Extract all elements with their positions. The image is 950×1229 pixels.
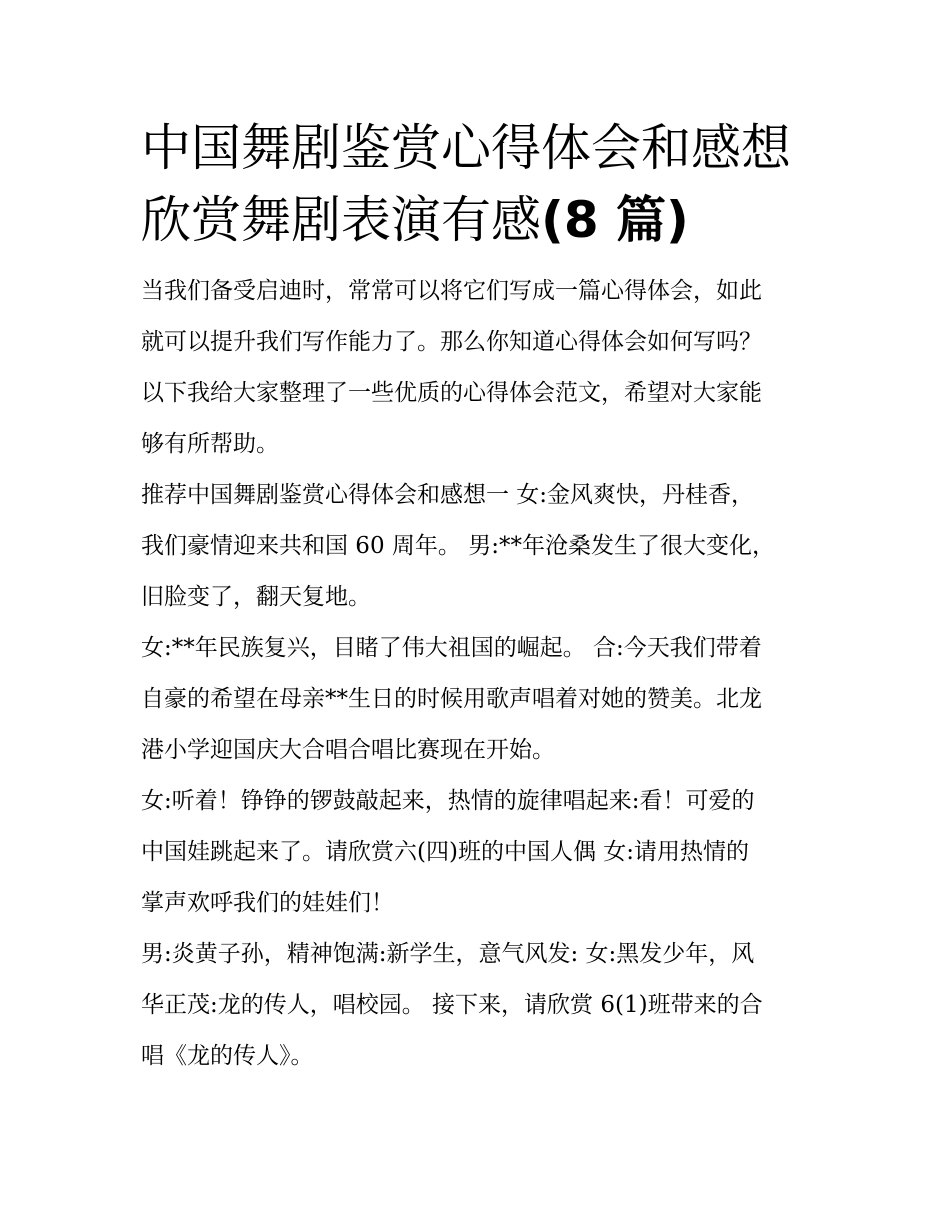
paragraph-4-line-1: 女:听着！铮铮的锣鼓敲起来，热情的旋律唱起来:看！可爱的 xyxy=(141,788,755,814)
title-line-2-main: 欣赏舞剧表演有感 xyxy=(141,191,541,249)
paragraph-1-line-3: 以下我给大家整理了一些优质的心得体会范文，希望对大家能 xyxy=(141,380,762,406)
title-line-2 xyxy=(141,184,821,256)
paragraph-4 xyxy=(141,776,821,929)
paragraph-5-line-2: 华正茂:龙的传人，唱校园。 接下来，请欣赏 6(1)班带来的合 xyxy=(141,992,763,1018)
title-line-1: 中国舞剧鉴赏心得体会和感想 xyxy=(141,119,791,177)
paragraph-1-line-2: 就可以提升我们写作能力了。那么你知道心得体会如何写吗？ xyxy=(141,329,762,355)
paragraph-1-line-1: 当我们备受启迪时，常常可以将它们写成一篇心得体会，如此 xyxy=(141,278,762,304)
document-title xyxy=(141,112,821,256)
paragraph-3 xyxy=(141,623,821,776)
paragraph-5 xyxy=(141,929,821,1082)
paragraph-2-line-3: 旧脸变了，翻天复地。 xyxy=(141,584,371,610)
paragraph-3-line-2: 自豪的希望在母亲**生日的时候用歌声唱着对她的赞美。北龙 xyxy=(141,686,762,712)
paragraph-4-line-3: 掌声欢呼我们的娃娃们！ xyxy=(141,890,394,916)
title-line-2-count: (8 篇) xyxy=(541,191,689,249)
paragraph-1 xyxy=(141,266,821,470)
document-body xyxy=(141,266,821,1082)
paragraph-4-line-2: 中国娃跳起来了。请欣赏六(四)班的中国人偶 女:请用热情的 xyxy=(141,839,750,865)
paragraph-5-line-1: 男:炎黄子孙，精神饱满:新学生，意气风发: 女:黑发少年，风 xyxy=(141,941,755,967)
paragraph-3-line-3: 港小学迎国庆大合唱合唱比赛现在开始。 xyxy=(141,737,555,763)
paragraph-3-line-1: 女:**年民族复兴，目睹了伟大祖国的崛起。 合:今天我们带着 xyxy=(141,635,762,661)
paragraph-5-line-3: 唱《龙的传人》。 xyxy=(141,1043,314,1069)
document-page xyxy=(141,112,821,1082)
paragraph-2-line-1: 推荐中国舞剧鉴赏心得体会和感想一 女:金风爽快，丹桂香， xyxy=(141,482,755,508)
paragraph-2-line-2: 我们豪情迎来共和国 60 周年。 男:**年沧桑发生了很大变化， xyxy=(141,533,775,559)
paragraph-1-line-4: 够有所帮助。 xyxy=(141,431,279,457)
paragraph-2 xyxy=(141,470,821,623)
